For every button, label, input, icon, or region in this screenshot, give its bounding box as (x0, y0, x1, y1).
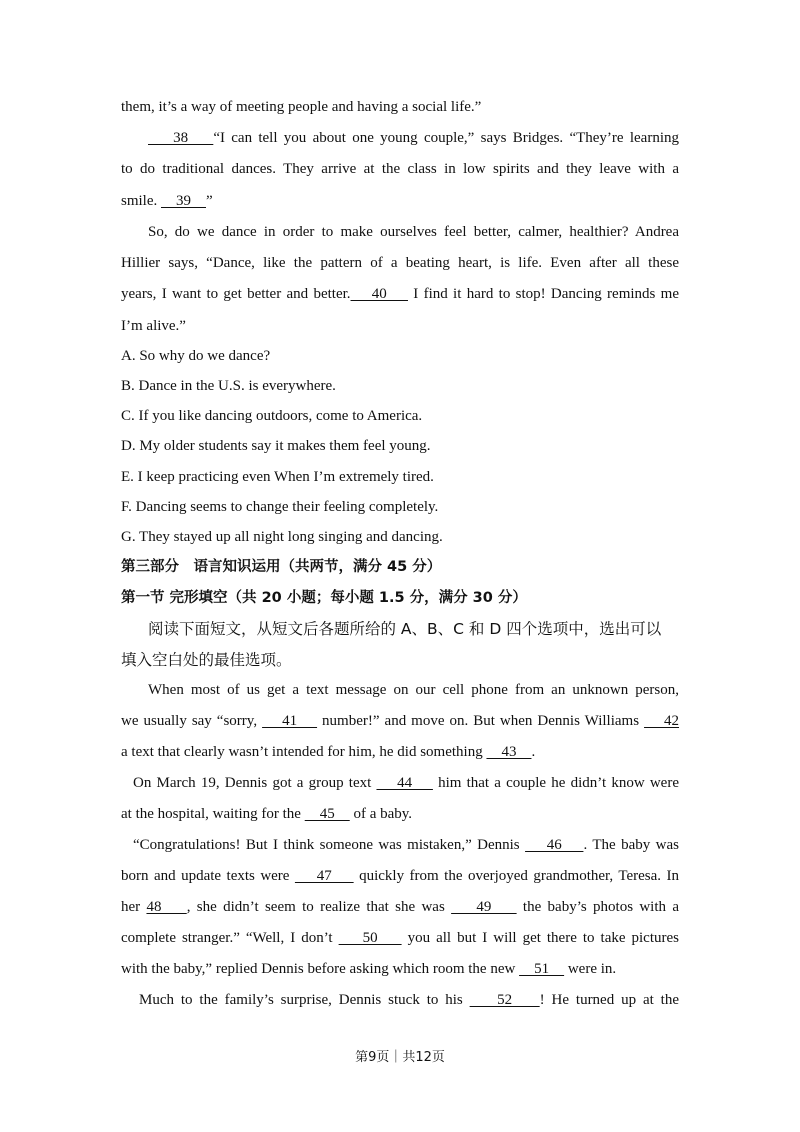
cloze-line (121, 804, 679, 824)
text-span: were in. (564, 961, 617, 977)
cloze-line (121, 711, 679, 731)
option-a: A. So why do we dance? (121, 348, 271, 364)
text-span: a text that clearly wasn’t intended for him, he did something (121, 744, 487, 760)
text-span: I find it hard to stop! Dancing reminds me (407, 286, 679, 302)
cloze-line (121, 742, 679, 762)
section-subtitle: 第一节 完形填空（共 20 小题；每小题 1.5 分，满分 30 分） (121, 590, 527, 606)
blank-42: 42 (644, 713, 680, 729)
passage-line (121, 316, 679, 336)
text-span: you all but I will get there to take pictures (401, 930, 679, 946)
blank-43: 43 (486, 744, 532, 760)
option-d: D. My older students say it makes them feel young. (121, 438, 431, 454)
text-span: . (531, 744, 536, 760)
text-span: her (121, 899, 147, 915)
instruction-line: 填入空白处的最佳选项。 (121, 651, 292, 669)
text-span: “I can tell you about one young couple,” says Bridges. “They’re learning (213, 130, 679, 146)
text-span: I’m alive.” (121, 318, 186, 334)
text-span: When most of us get a text message on our cell phone from an unknown person, (148, 682, 679, 698)
text-span: to do traditional dances. They arrive at the class in low spirits and they leave with a (121, 161, 679, 177)
section-title: 第三部分 语言知识运用（共两节，满分 45 分） (121, 559, 442, 575)
text-span: , she didn’t seem to realize that she was (186, 899, 452, 915)
cloze-line (121, 959, 679, 979)
text-span: the baby’s photos with a (516, 899, 679, 915)
text-span: quickly from the overjoyed grandmother, Teresa. In (353, 868, 680, 884)
option-f: F. Dancing seems to change their feeling completely. (121, 499, 439, 515)
text-span: ! He turned up at the (539, 992, 680, 1008)
passage-line (121, 191, 679, 211)
passage-line (121, 222, 679, 242)
page-footer: 第9页｜共12页 (355, 1050, 445, 1065)
text-span: of a baby. (349, 806, 413, 822)
passage-line (121, 253, 679, 273)
blank-45: 45 (304, 806, 350, 822)
blank-48: 48 (146, 899, 187, 915)
cloze-line (121, 866, 679, 886)
text-span: him that a couple he didn’t know were (432, 775, 679, 791)
text-span: at the hospital, waiting for the (121, 806, 305, 822)
text-span: On March 19, Dennis got a group text (133, 775, 377, 791)
blank-39: 39 (161, 193, 206, 209)
text-span: . The baby was (583, 837, 679, 853)
text-span: “Congratulations! But I think someone was mistaken,” Dennis (133, 837, 526, 853)
blank-44: 44 (376, 775, 433, 791)
blank-46: 46 (525, 837, 584, 853)
text-span: with the baby,” replied Dennis before asking which room the new (121, 961, 520, 977)
passage-line (121, 159, 679, 179)
text-span: ” (206, 193, 213, 209)
blank-38: 38 (148, 130, 214, 146)
passage-line (121, 97, 679, 117)
option-b: B. Dance in the U.S. is everywhere. (121, 378, 336, 394)
blank-41: 41 (262, 713, 318, 729)
instruction-line: 阅读下面短文，从短文后各题所给的 A、B、C 和 D 四个选项中，选出可以 (148, 620, 662, 638)
cloze-line (133, 773, 679, 793)
blank-40: 40 (350, 286, 408, 302)
option-g: G. They stayed up all night long singing and dancing. (121, 529, 443, 545)
passage-line (121, 284, 679, 304)
option-e: E. I keep practicing even When I’m extremely tired. (121, 469, 434, 485)
text-span: smile. (121, 193, 161, 209)
cloze-line (133, 835, 679, 855)
cloze-line (139, 990, 679, 1010)
text-span: number!” and move on. But when Dennis Williams (317, 713, 645, 729)
cloze-line (121, 897, 679, 917)
blank-52: 52 (469, 992, 540, 1008)
blank-47: 47 (294, 868, 354, 884)
blank-49: 49 (451, 899, 517, 915)
text-span: we usually say “sorry, (121, 713, 263, 729)
text-span: So, do we dance in order to make ourselves feel better, calmer, healthier? Andrea (148, 224, 679, 240)
text-span: years, I want to get better and better. (121, 286, 351, 302)
text-span: complete stranger.” “Well, I don’t (121, 930, 339, 946)
passage-line (121, 128, 679, 148)
text-span: Much to the family’s surprise, Dennis stuck to his (139, 992, 470, 1008)
text-span: them, it’s a way of meeting people and having a social life.” (121, 99, 482, 115)
cloze-line (121, 928, 679, 948)
cloze-line (121, 680, 679, 700)
option-c: C. If you like dancing outdoors, come to America. (121, 408, 423, 424)
text-span: born and update texts were (121, 868, 295, 884)
text-span: Hillier says, “Dance, like the pattern of a beating heart, is life. Even after all these (121, 255, 679, 271)
blank-50: 50 (338, 930, 402, 946)
blank-51: 51 (519, 961, 565, 977)
